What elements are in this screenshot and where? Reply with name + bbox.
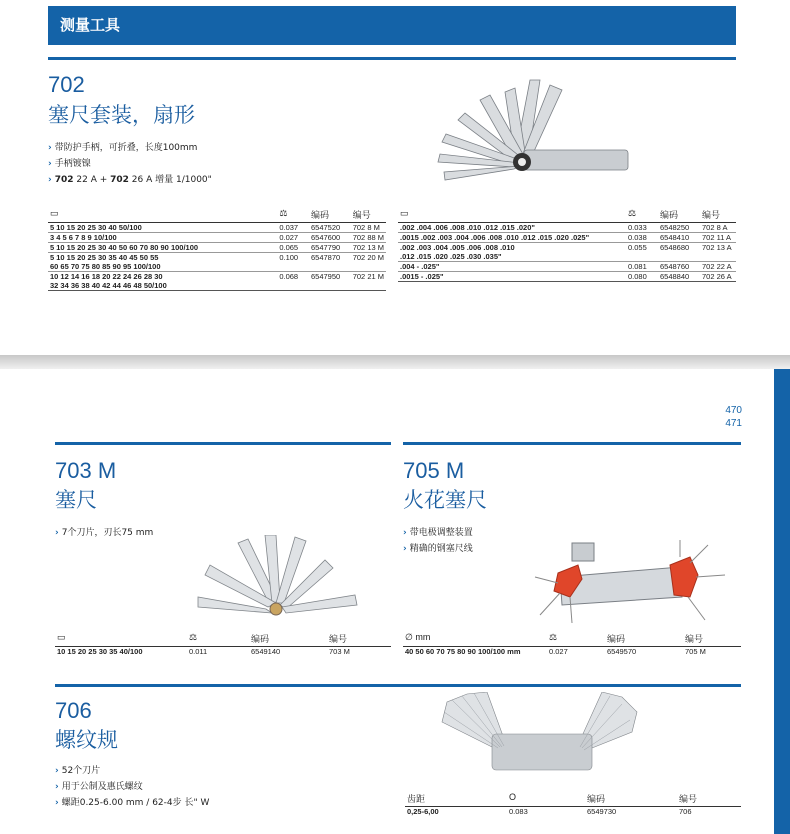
product-703-features: › 7个刀片，刃长75 mm [55, 528, 154, 538]
section-rule-705 [403, 442, 741, 445]
product-703-name: 塞尺 [55, 489, 97, 512]
table-row: .004 - .025" 0.081 6548760 702 22 A [398, 262, 736, 272]
product-703-number: 703 M [55, 458, 117, 483]
spark-plug-gauge-image [530, 535, 730, 625]
product-706-name: 螺纹规 [55, 729, 118, 752]
table-row: 10 15 20 25 30 35 40/100 0.011 6549140 703 M [57, 647, 350, 656]
product-702-inch-table: ▭ ⚖ 编码 编号 .002 .004 .006 .008 .010 .012 .015 .020" 0.033 6548250 702 8 A .0015 .002 .003 .004 .006 .008 .010 .012 .015 .020 .025" 0.038 6548410 702 11 A .002 .003 .004 .005 .006 .008 .010 0.055 6548680 702 13 A .012 .015 .020 .025 .030 .035" .004 - .025" 0.081 6548760 702 22 A .0015 - .025" 0.080 6548840 702 26 A [398, 208, 736, 282]
blade-icon: ▭ [48, 208, 277, 223]
table-row: .002 .003 .004 .005 .006 .008 .010 0.055 6548680 702 13 A [398, 243, 736, 253]
table-row: .0015 .002 .003 .004 .006 .008 .010 .012 .015 .020 .025" 0.038 6548410 702 11 A [398, 233, 736, 243]
blade-icon: ▭ [55, 632, 187, 647]
product-702-name: 塞尺套装，扇形 [48, 104, 195, 127]
page-divider [0, 355, 790, 369]
product-706-features: › 52个刀片 › 用于公制及惠氏螺纹 › 螺距0.25-6.00 mm / 62-4步 长" W [55, 766, 210, 808]
section-header: 测量工具 [48, 6, 736, 45]
page-number-right: 471 [725, 418, 742, 429]
weight-icon: ⚖ [626, 208, 658, 223]
weight-icon: ⚖ [277, 208, 309, 223]
table-row: 40 50 60 70 75 80 90 100/100 mm 0.027 6549570 705 M [405, 647, 706, 656]
product-702-metric-table: ▭ ⚖ 编码 编号 5 10 15 20 25 30 40 50/100 0.037 6547520 702 8 M 3 4 5 6 7 8 9 10/100 0.027 6547600 702 88 M 5 10 15 20 25 30 40 50 60 70 80 90 100/100 0.065 6547790 702 13 M 5 10 15 20 25 30 35 40 45 50 55 0.100 6547870 702 20 M 60 65 70 75 80 85 90 95 100/100 10 12 14 16 18 20 22 24 26 28 30 0.068 6547950 702 21 M 32 34 36 38 40 42 44 46 48 50/100 [50, 208, 384, 290]
side-tab [774, 369, 790, 834]
product-706-table: 齿距 O 编码 编号 0,25-6,00 0.083 6549730 706 [405, 792, 741, 816]
table-row: 10 12 14 16 18 20 22 24 26 28 30 0.068 6547950 702 21 M [50, 272, 384, 281]
weight-icon: ⚖ [187, 632, 249, 647]
product-705-table: ∅ mm ⚖ 编码 编号 40 50 60 70 75 80 90 100/100 mm 0.027 6549570 705 M [403, 632, 741, 656]
section-rule-703 [55, 442, 391, 445]
feeler-gauge-703-image [190, 535, 365, 620]
table-row-cont: 60 65 70 75 80 85 90 95 100/100 [50, 262, 161, 271]
section-rule-706 [55, 684, 741, 687]
table-row: 5 10 15 20 25 30 40 50/100 0.037 6547520 702 8 M [50, 223, 380, 232]
thread-gauge-image [432, 692, 642, 780]
header-rule [48, 57, 736, 60]
table-row: 5 10 15 20 25 30 40 50 60 70 80 90 100/100 0.065 6547790 702 13 M [50, 243, 384, 252]
table-row-cont: .012 .015 .020 .025 .030 .035" [400, 252, 502, 261]
page-number-left: 470 [725, 405, 742, 416]
table-row: 5 10 15 20 25 30 35 40 45 50 55 0.100 6547870 702 20 M [50, 253, 384, 262]
product-705-features: › 带电极调整装置 › 精确的钢塞尺线 [403, 528, 473, 554]
table-row: .002 .004 .006 .008 .010 .012 .015 .020" 0.033 6548250 702 8 A [400, 223, 728, 232]
weight-icon: ⚖ [547, 632, 605, 647]
table-row: .0015 - .025" 0.080 6548840 702 26 A [398, 272, 736, 282]
table-row: 0,25-6,00 0.083 6549730 706 [407, 807, 692, 816]
product-706-number: 706 [55, 698, 92, 723]
product-703-table: ▭ ⚖ 编码 编号 10 15 20 25 30 35 40/100 0.011 6549140 703 M [55, 632, 391, 656]
product-702-features: › 带防护手柄，可折叠，长度100mm › 手柄镀镍 › 702 22 A + 702 26 A 增量 1/1000" [48, 143, 212, 185]
blade-icon: ▭ [398, 208, 626, 223]
product-705-number: 705 M [403, 458, 465, 483]
table-row-cont: 32 34 36 38 40 42 44 46 48 50/100 [48, 281, 386, 291]
table-row: 3 4 5 6 7 8 9 10/100 0.027 6547600 702 88 M [50, 233, 384, 242]
feeler-gauge-fan-image [430, 70, 640, 195]
product-705-name: 火花塞尺 [403, 489, 487, 512]
product-702-number: 702 [48, 72, 85, 97]
diameter-icon: ∅ mm [403, 632, 547, 647]
